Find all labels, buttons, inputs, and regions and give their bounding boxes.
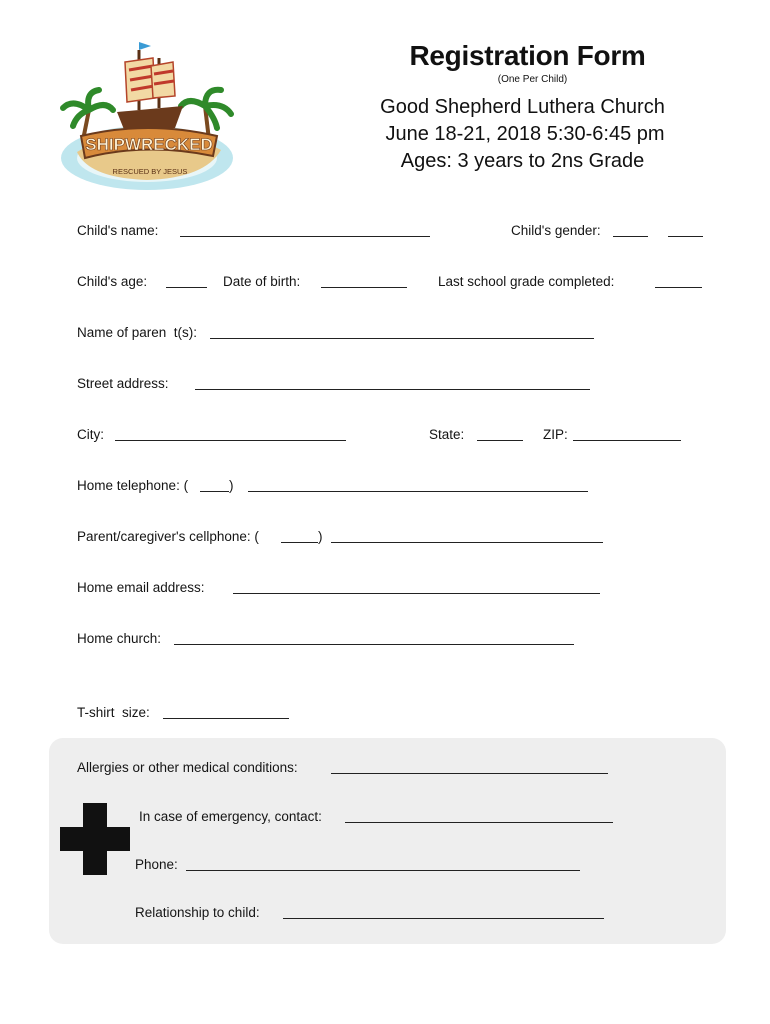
child-gender-field-1[interactable] [613, 236, 648, 237]
home-church-field[interactable] [174, 644, 574, 645]
home-phone-label: Home telephone: ( [77, 478, 189, 493]
emergency-phone-field[interactable] [186, 870, 580, 871]
home-church-label: Home church: [77, 631, 162, 646]
state-label: State: [429, 427, 465, 442]
city-label: City: [77, 427, 104, 442]
last-grade-label: Last school grade completed: [438, 274, 615, 289]
zip-label: ZIP: [543, 427, 568, 442]
emergency-contact-field[interactable] [345, 822, 613, 823]
form-subtitle: (One Per Child) [497, 74, 568, 85]
child-gender-field-2[interactable] [668, 236, 703, 237]
tshirt-size-field[interactable] [163, 718, 289, 719]
child-name-field[interactable] [180, 236, 430, 237]
parents-label: Name of paren t(s): [77, 325, 198, 340]
child-age-label: Child's age: [77, 274, 148, 289]
home-phone-area-code-field[interactable] [200, 491, 229, 492]
shipwrecked-logo [55, 40, 240, 200]
zip-field[interactable] [573, 440, 681, 441]
street-address-field[interactable] [195, 389, 590, 390]
logo-tagline: RESCUED BY JESUS [112, 167, 188, 176]
home-phone-paren-close: ) [229, 478, 234, 493]
cellphone-field[interactable] [331, 542, 603, 543]
child-name-label: Child's name: [77, 223, 159, 238]
date-of-birth-field[interactable] [321, 287, 407, 288]
last-grade-field[interactable] [655, 287, 702, 288]
emergency-contact-label: In case of emergency, contact: [139, 809, 322, 824]
allergies-label: Allergies or other medical conditions: [77, 760, 298, 775]
child-age-field[interactable] [166, 287, 207, 288]
form-title: Registration Form [409, 40, 646, 71]
age-range: Ages: 3 years to 2ns Grade [400, 150, 645, 172]
parents-field[interactable] [210, 338, 594, 339]
allergies-field[interactable] [331, 773, 608, 774]
email-label: Home email address: [77, 580, 205, 595]
logo-title-text: SHIPWRECKED [85, 135, 213, 154]
date-of-birth-label: Date of birth: [223, 274, 301, 289]
logo-ship-sail-left [125, 58, 155, 102]
cellphone-area-code-field[interactable] [281, 542, 318, 543]
church-name: Good Shepherd Luthera Church [380, 96, 665, 118]
state-field[interactable] [477, 440, 523, 441]
logo-flag [139, 42, 151, 50]
event-dates: June 18-21, 2018 5:30-6:45 pm [385, 123, 665, 145]
tshirt-size-label: T-shirt size: [77, 705, 150, 720]
emergency-phone-label: Phone: [135, 857, 178, 872]
email-field[interactable] [233, 593, 600, 594]
cellphone-label: Parent/caregiver's cellphone: ( [77, 529, 259, 544]
relationship-label: Relationship to child: [135, 905, 260, 920]
city-field[interactable] [115, 440, 346, 441]
child-gender-label: Child's gender: [511, 223, 601, 238]
relationship-field[interactable] [283, 918, 604, 919]
home-phone-field[interactable] [248, 491, 588, 492]
street-address-label: Street address: [77, 376, 169, 391]
medical-cross-icon [60, 803, 130, 875]
cellphone-paren-close: ) [318, 529, 323, 544]
